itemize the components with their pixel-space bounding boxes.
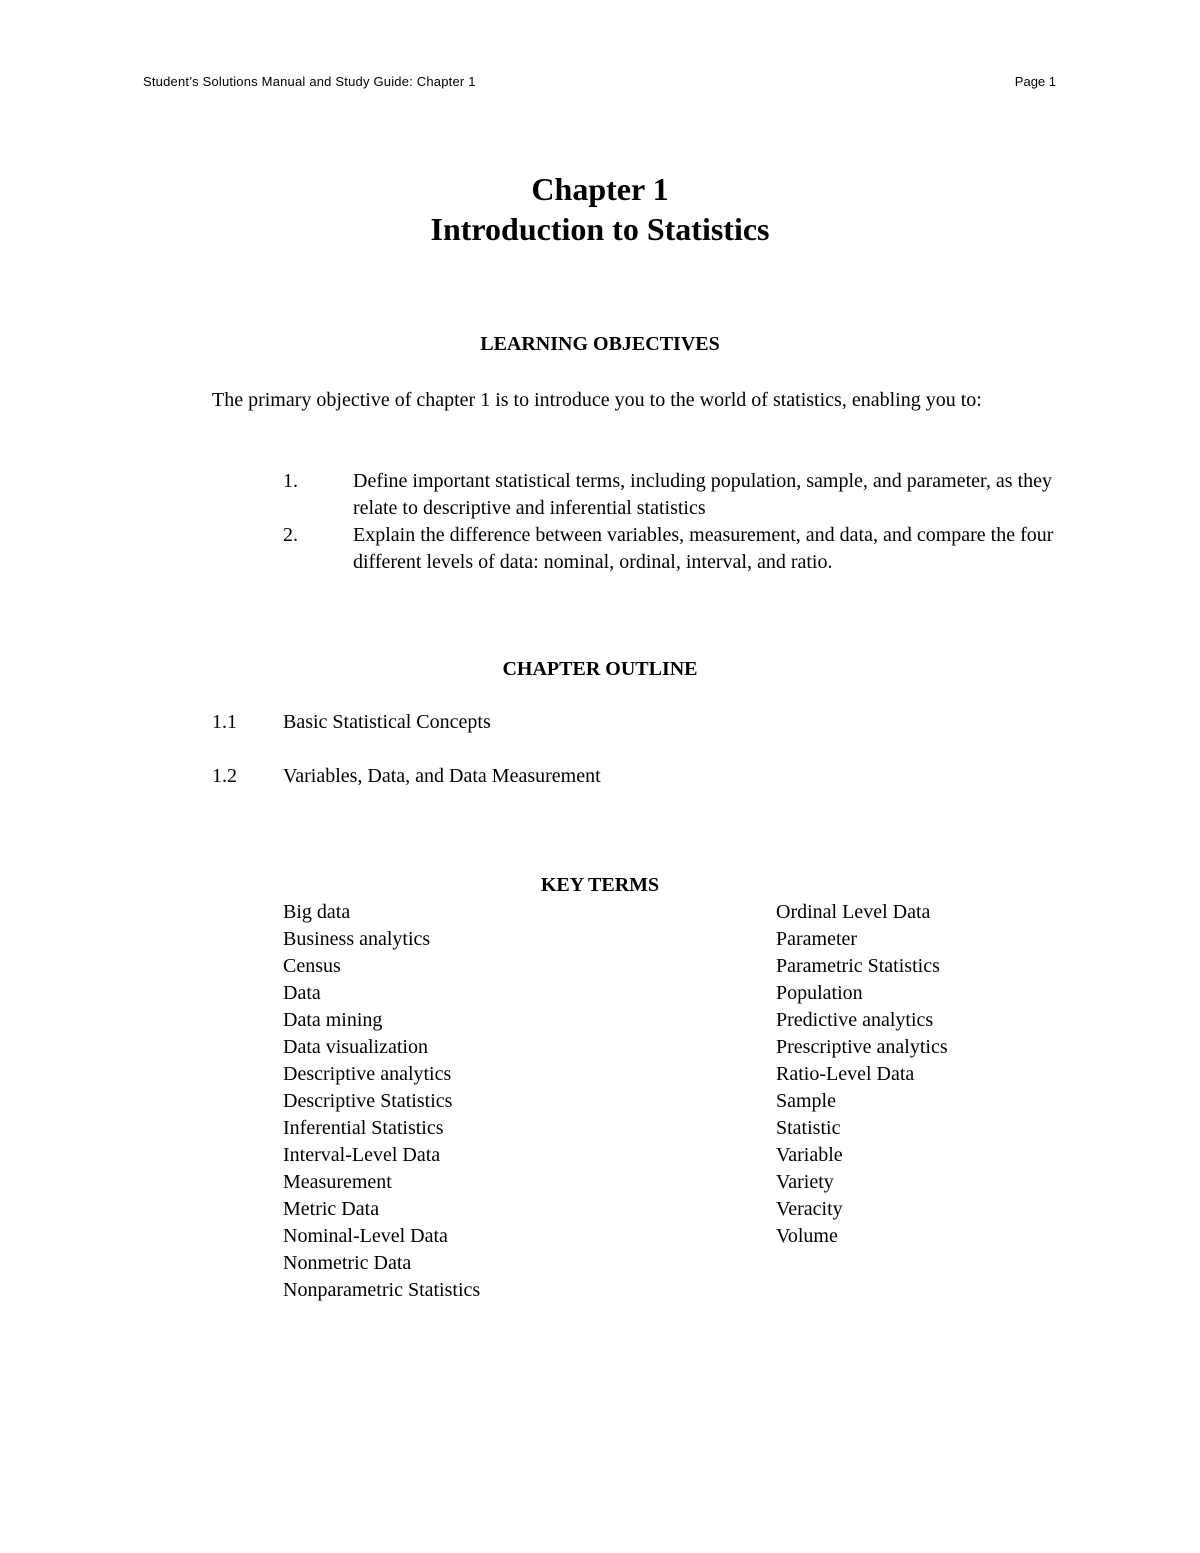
key-term: Sample <box>776 1090 836 1112</box>
page-number: Page 1 <box>1014 74 1056 89</box>
page-header-left: Student’s Solutions Manual and Study Guide: Chapter 1 <box>143 74 476 89</box>
key-term: Population <box>776 982 863 1004</box>
key-terms-left-column <box>283 899 480 1304</box>
objective-text: Explain the difference between variables, measurement, and data, and compare the four different levels of data: nominal, ordinal, interval, and ratio. <box>353 524 1054 573</box>
key-term: Nonmetric Data <box>283 1252 412 1274</box>
outline-number: 1.2 <box>212 765 237 787</box>
key-term: Ordinal Level Data <box>776 901 931 923</box>
outline-number: 1.1 <box>212 711 237 733</box>
learning-objectives-heading: LEARNING OBJECTIVES <box>480 333 720 355</box>
objective-text: Define important statistical terms, including population, sample, and parameter, as they relate to descriptive and inferential statistics <box>353 470 1053 519</box>
key-term: Veracity <box>776 1198 843 1220</box>
key-term: Inferential Statistics <box>283 1117 444 1139</box>
key-term: Measurement <box>283 1171 392 1193</box>
chapter-title: Chapter 1 <box>531 171 669 207</box>
key-term: Parameter <box>776 928 858 950</box>
outline-item <box>212 711 491 734</box>
key-term: Ratio-Level Data <box>776 1063 915 1085</box>
key-term: Parametric Statistics <box>776 955 940 977</box>
key-term: Nominal-Level Data <box>283 1225 448 1247</box>
key-term: Business analytics <box>283 928 431 950</box>
key-term: Predictive analytics <box>776 1009 934 1031</box>
key-term: Volume <box>776 1225 838 1247</box>
outline-text: Basic Statistical Concepts <box>283 711 491 733</box>
key-term: Data <box>283 982 321 1004</box>
key-term: Big data <box>283 901 351 923</box>
key-terms-heading: KEY TERMS <box>540 874 660 896</box>
key-term: Nonparametric Statistics <box>283 1279 481 1301</box>
key-term: Prescriptive analytics <box>776 1036 948 1058</box>
key-term: Descriptive analytics <box>283 1063 452 1085</box>
key-term: Census <box>283 955 341 977</box>
key-term: Variable <box>776 1144 843 1166</box>
objective-number: 2. <box>283 524 298 546</box>
learning-objectives-list <box>212 468 1062 576</box>
key-term: Variety <box>776 1171 834 1193</box>
outline-text: Variables, Data, and Data Measurement <box>283 765 601 787</box>
key-term: Interval-Level Data <box>283 1144 441 1166</box>
chapter-subtitle: Introduction to Statistics <box>430 211 770 247</box>
key-term: Metric Data <box>283 1198 380 1220</box>
key-terms-right-column <box>776 899 948 1250</box>
key-term: Descriptive Statistics <box>283 1090 453 1112</box>
chapter-outline-heading: CHAPTER OUTLINE <box>502 658 698 680</box>
learning-objectives-intro: The primary objective of chapter 1 is to introduce you to the world of statistics, enabling you to: <box>212 389 982 411</box>
key-term: Statistic <box>776 1117 841 1139</box>
key-term: Data visualization <box>283 1036 428 1058</box>
objective-number: 1. <box>283 470 298 492</box>
outline-item <box>212 765 601 788</box>
key-term: Data mining <box>283 1009 383 1031</box>
objective-item <box>212 522 1062 576</box>
objective-item <box>212 468 1062 522</box>
